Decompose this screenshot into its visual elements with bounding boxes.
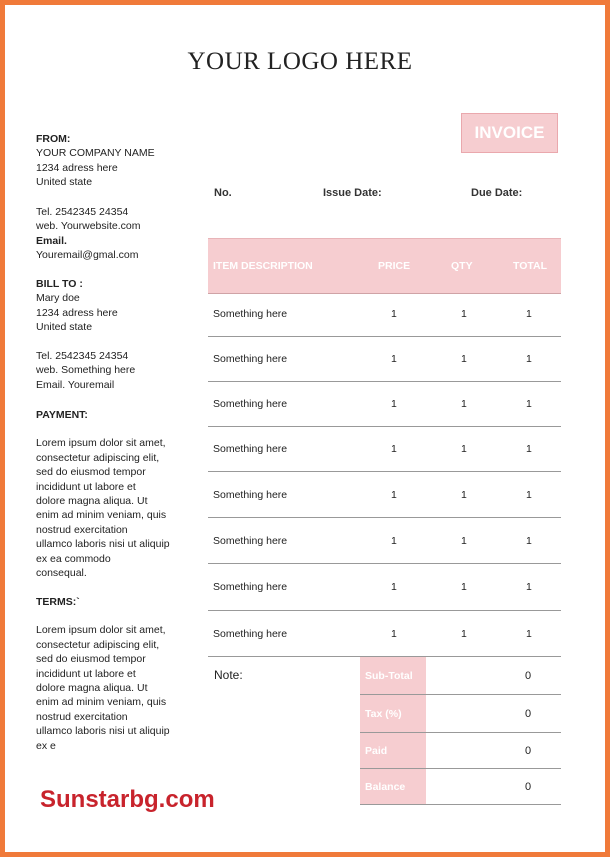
- row-total: 1: [526, 581, 532, 593]
- terms-line: dolore magna aliqua. Ut: [36, 682, 148, 695]
- table-row: [208, 427, 561, 472]
- payment-section: [36, 408, 170, 580]
- paid-row: [360, 733, 561, 769]
- bill-to-tel: Tel. 2542345 24354: [36, 350, 129, 362]
- from-section: [36, 132, 155, 190]
- header-item-description: ITEM DESCRIPTION: [213, 260, 313, 272]
- subtotal-row: [360, 657, 561, 695]
- row-price: 1: [391, 534, 397, 547]
- tax-label: Tax (%): [360, 695, 426, 732]
- row-qty: 1: [461, 398, 467, 410]
- row-description: Something here: [213, 353, 288, 365]
- bill-to-section: [36, 277, 118, 335]
- row-price: 1: [391, 488, 397, 501]
- row-qty: 1: [461, 581, 467, 593]
- from-tel: Tel. 2542345 24354: [36, 206, 129, 218]
- row-price: 1: [391, 581, 397, 593]
- subtotal-label: Sub-Total: [360, 657, 426, 694]
- from-line: YOUR COMPANY NAME: [36, 147, 155, 160]
- from-line: 1234 adress here: [36, 161, 118, 174]
- watermark-text: Sunstarbg.com: [40, 786, 215, 813]
- paid-label: Paid: [360, 733, 426, 768]
- row-total: 1: [526, 353, 532, 365]
- invoice-number-label: No.: [214, 187, 232, 199]
- table-row: [208, 337, 561, 382]
- row-price: 1: [391, 308, 397, 320]
- from-email-label: Email.: [36, 234, 67, 247]
- row-qty: 1: [461, 308, 467, 320]
- from-email: Youremail@gmal.com: [36, 249, 139, 262]
- payment-heading: PAYMENT:: [36, 409, 88, 421]
- from-line: United state: [36, 176, 93, 189]
- logo-text: YOUR LOGO HERE: [187, 48, 413, 75]
- row-description: Something here: [213, 488, 288, 501]
- paid-value: 0: [525, 744, 532, 757]
- terms-line: consectetur adipiscing elit,: [36, 638, 160, 651]
- row-total: 1: [526, 534, 532, 547]
- row-qty: 1: [461, 353, 467, 365]
- payment-line: ex ea commodo: [36, 552, 111, 565]
- header-total: TOTAL: [513, 260, 548, 272]
- payment-line: enim ad minim veniam, quis: [36, 509, 167, 522]
- bill-to-line: United state: [36, 321, 93, 334]
- bill-to-line: Mary doe: [36, 292, 80, 305]
- balance-label: Balance: [360, 769, 426, 804]
- row-qty: 1: [461, 627, 467, 640]
- payment-line: nostrud exercitation: [36, 523, 128, 536]
- row-description: Something here: [213, 581, 288, 593]
- terms-heading: TERMS:`: [36, 596, 80, 608]
- header-qty: QTY: [451, 260, 473, 272]
- row-price: 1: [391, 398, 397, 410]
- bill-to-email: Email. Youremail: [36, 378, 115, 391]
- terms-line: ex e: [36, 739, 56, 752]
- row-description: Something here: [213, 398, 288, 410]
- terms-line: sed do eiusmod tempor: [36, 653, 146, 666]
- tax-value: 0: [525, 707, 532, 720]
- subtotal-value: 0: [525, 669, 532, 682]
- terms-line: incididunt ut labore et: [36, 667, 136, 680]
- payment-line: dolore magna aliqua. Ut: [36, 495, 148, 508]
- from-contact: [36, 205, 140, 263]
- tax-row: [360, 695, 561, 733]
- terms-line: enim ad minim veniam, quis: [36, 696, 167, 709]
- row-description: Something here: [213, 443, 288, 455]
- payment-line: sed do eiusmod tempor: [36, 466, 146, 479]
- table-row: [208, 518, 561, 564]
- balance-row: [360, 769, 561, 805]
- row-total: 1: [526, 443, 532, 455]
- row-description: Something here: [213, 627, 288, 640]
- bill-to-contact: [36, 349, 135, 392]
- bill-to-line: 1234 adress here: [36, 306, 118, 319]
- issue-date-label: Issue Date:: [323, 187, 382, 199]
- bill-to-heading: BILL TO :: [36, 278, 83, 290]
- terms-section: [36, 595, 170, 753]
- payment-line: incididunt ut labore et: [36, 480, 136, 493]
- row-price: 1: [391, 627, 397, 640]
- due-date-label: Due Date:: [471, 187, 523, 199]
- row-price: 1: [391, 443, 397, 455]
- row-description: Something here: [213, 534, 288, 547]
- items-table-header: [208, 238, 561, 294]
- from-heading: FROM:: [36, 133, 71, 145]
- payment-line: consectetur adipiscing elit,: [36, 451, 160, 464]
- bill-to-web: web. Something here: [36, 364, 136, 377]
- row-total: 1: [526, 308, 532, 320]
- payment-line: Lorem ipsum dolor sit amet,: [36, 437, 166, 450]
- row-qty: 1: [461, 443, 467, 455]
- terms-line: nostrud exercitation: [36, 710, 128, 723]
- invoice-badge: INVOICE: [461, 113, 558, 153]
- table-row: [208, 564, 561, 611]
- table-row: [208, 611, 561, 657]
- note-label: Note:: [214, 668, 243, 682]
- row-total: 1: [526, 488, 532, 501]
- row-price: 1: [391, 353, 397, 365]
- row-total: 1: [526, 627, 532, 640]
- header-price: PRICE: [378, 260, 411, 272]
- payment-line: consequal.: [36, 567, 87, 580]
- table-row: [208, 292, 561, 337]
- row-qty: 1: [461, 534, 467, 547]
- row-description: Something here: [213, 308, 288, 320]
- terms-line: Lorem ipsum dolor sit amet,: [36, 624, 166, 637]
- terms-line: ullamco laboris nisi ut aliquip: [36, 725, 170, 738]
- from-web: web. Yourwebsite.com: [36, 220, 141, 233]
- row-qty: 1: [461, 488, 467, 501]
- payment-line: ullamco laboris nisi ut aliquip: [36, 538, 170, 551]
- table-row: [208, 382, 561, 427]
- table-row: [208, 472, 561, 518]
- row-total: 1: [526, 398, 532, 410]
- balance-value: 0: [525, 780, 532, 793]
